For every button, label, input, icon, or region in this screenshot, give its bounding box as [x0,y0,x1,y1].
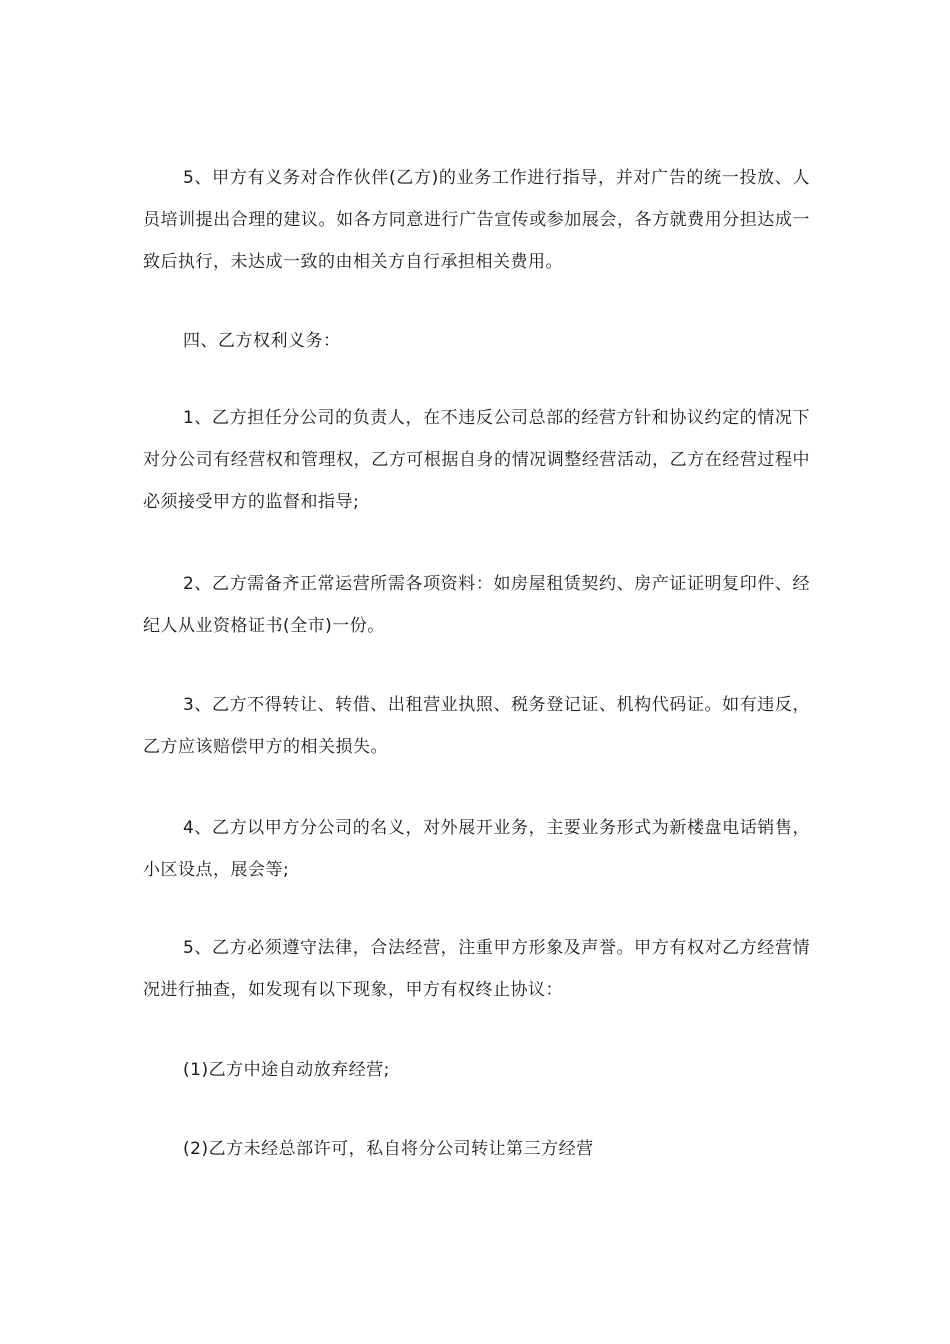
paragraph-party-b-compliance: 5、乙方必须遵守法律，合法经营，注重甲方形象及声誉。甲方有权对乙方经营情况进行抽查，如发现有以下现象，甲方有权终止协议： [143,938,810,1000]
list-item-abandon: (1)乙方中途自动放弃经营; [183,1060,390,1080]
paragraph-party-b-manager: 1、乙方担任分公司的负责人，在不违反公司总部的经营方针和协议约定的情况下对分公司有经营权和管理权，乙方可根据自身的情况调整经营活动，乙方在经营过程中必须接受甲方的监督和指导; [143,408,810,512]
paragraph-party-b-documents: 2、乙方需备齐正常运营所需各项资料：如房屋租赁契约、房产证证明复印件、经纪人从业资格证书(全市)一份。 [143,574,810,636]
paragraph-party-b-business: 4、乙方以甲方分公司的名义，对外展开业务，主要业务形式为新楼盘电话销售，小区设点，展会等; [143,818,810,880]
section-heading-party-b-rights: 四、乙方权利义务： [183,331,341,351]
list-item-transfer: (2)乙方未经总部许可，私自将分公司转让第三方经营 [183,1139,594,1159]
paragraph-party-b-license: 3、乙方不得转让、转借、出租营业执照、税务登记证、机构代码证。如有违反，乙方应该赔偿甲方的相关损失。 [143,695,810,757]
paragraph-party-a-guidance: 5、甲方有义务对合作伙伴(乙方)的业务工作进行指导，并对广告的统一投放、人员培训提出合理的建议。如各方同意进行广告宣传或参加展会，各方就费用分担达成一致后执行，未达成一致的由相关方自行承担相关费用。 [143,168,810,272]
